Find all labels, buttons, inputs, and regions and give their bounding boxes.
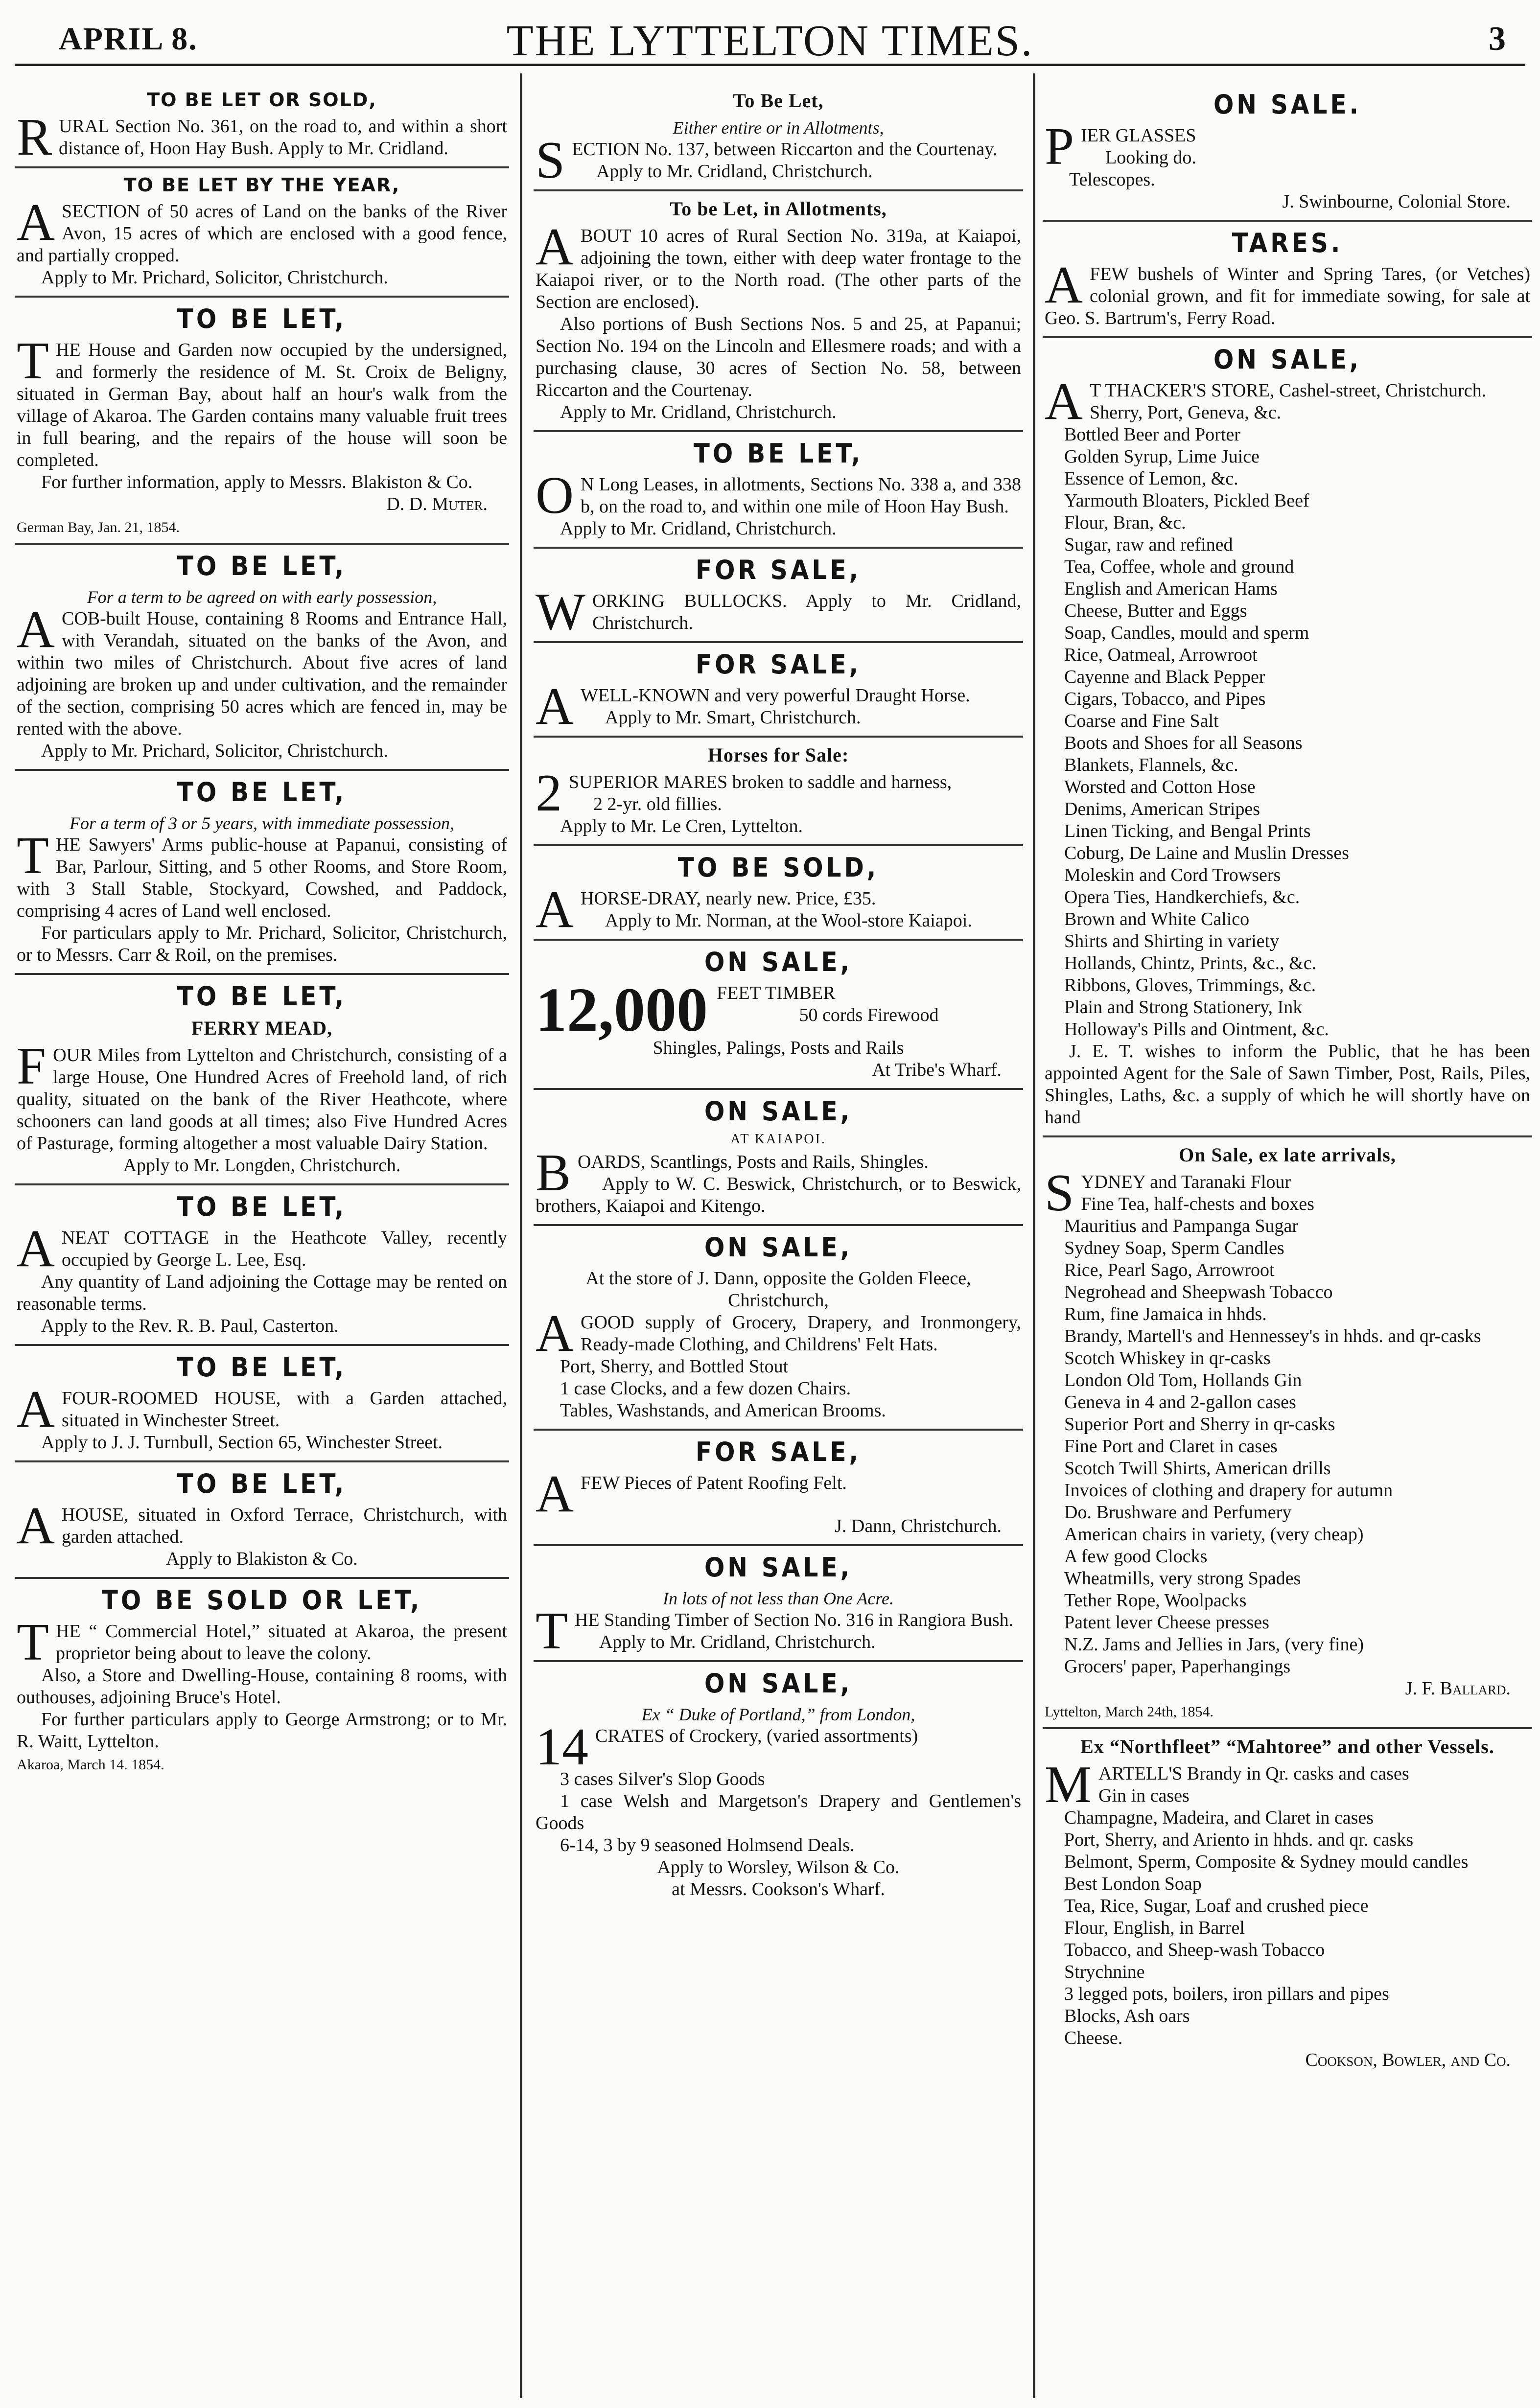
list-item: A few good Clocks	[1064, 1546, 1208, 1567]
ad-heading: ON SALE,	[704, 1668, 853, 1699]
ad-heading: TO BE LET OR SOLD,	[147, 89, 377, 111]
ad-subheading: FERRY MEAD,	[191, 1017, 333, 1039]
ad-boards-kaiapoi	[534, 1090, 1023, 1226]
list-item: Soap, Candles, mould and sperm	[1064, 623, 1309, 643]
list-item: Invoices of clothing and drapery for autumn	[1064, 1480, 1393, 1501]
ad-text: Apply to Mr. Cridland, Christchurch.	[599, 1632, 876, 1652]
drop-cap: A	[17, 1220, 55, 1278]
list-item: Linen Ticking, and Bengal Prints	[1064, 821, 1311, 841]
list-item: Boots and Shoes for all Seasons	[1064, 733, 1303, 753]
ad-heading: FOR SALE,	[695, 1436, 861, 1467]
ad-ferry-mead	[15, 975, 509, 1185]
ad-heading: TO BE LET BY THE YEAR,	[123, 174, 400, 196]
list-item: Rice, Pearl Sago, Arrowroot	[1064, 1260, 1275, 1280]
drop-cap: A	[536, 880, 574, 939]
ad-to-be-let-or-sold	[15, 83, 509, 168]
ad-text: HORSE-DRAY, nearly new. Price, £35.	[581, 888, 876, 909]
ad-text: ARTELL'S Brandy in Qr. casks and cases	[1098, 1763, 1409, 1784]
ad-heading: ON SALE,	[704, 947, 853, 977]
ad-text: Also, a Store and Dwelling-House, containing 8 rooms, with outhouses, adjoining Bruce's Hotel.	[17, 1665, 507, 1708]
ad-cob-house	[15, 545, 509, 771]
column-3	[1043, 83, 1532, 2398]
list-item: Sydney Soap, Sperm Candles	[1064, 1238, 1284, 1258]
ad-heading: TO BE LET,	[177, 981, 347, 1012]
ad-heading: TO BE LET,	[177, 303, 347, 334]
drop-cap: A	[17, 1497, 55, 1555]
ad-subheading: Either entire or in Allotments,	[673, 118, 884, 138]
ad-heading: TO BE LET,	[177, 551, 347, 581]
list-item: Tea, Coffee, whole and ground	[1064, 556, 1294, 577]
drop-cap: W	[536, 583, 585, 641]
masthead	[15, 5, 1525, 66]
list-item: Gin in cases	[1098, 1785, 1190, 1806]
ad-text: 50 cords Firewood	[799, 1005, 939, 1025]
ad-text: Apply to Mr. Le Cren, Lyttelton.	[560, 816, 803, 836]
ad-subheading: In lots of not less than One Acre.	[663, 1589, 894, 1608]
ad-to-be-let-by-year	[15, 168, 509, 298]
ad-text: FEW Pieces of Patent Roofing Felt.	[581, 1473, 847, 1493]
ad-text: Apply to W. C. Beswick, Christchurch, or to Beswick, brothers, Kaiapoi and Kitengo.	[536, 1174, 1021, 1216]
list-item: Negrohead and Sheepwash Tobacco	[1064, 1282, 1333, 1302]
ad-pier-glasses	[1043, 83, 1532, 222]
ad-text: J. E. T. wishes to inform the Public, that he has been appointed Agent for the Sale of Sawn Timber, Post, Rails, Piles, Shingles, Laths, &c. a supply of which he will shortly have on hand	[1045, 1041, 1530, 1128]
ad-heading: FOR SALE,	[695, 649, 861, 680]
ad-text: Apply to Mr. Prichard, Solicitor, Christchurch.	[41, 267, 388, 288]
list-item: English and American Hams	[1064, 579, 1278, 599]
ad-signature: Cookson, Bowler, and Co.	[1305, 2050, 1511, 2070]
list-item: Tobacco, and Sheep-wash Tobacco	[1064, 1940, 1325, 1960]
goods-list	[1045, 1193, 1530, 1678]
ad-text: OUR Miles from Lyttelton and Christchurch, consisting of a large House, One Hundred Acres of Freehold land, of rich quality, situated on the bank of the River Heathcote, where schooners can land goods at all times; also Five Hundred Acres of Pasturage, forming altogether a most valuable Dairy Station.	[17, 1045, 507, 1154]
ad-text: Apply to Mr. Cridland, Christchurch.	[560, 402, 837, 422]
ad-sawyers-arms	[15, 771, 509, 975]
ad-signature: J. Dann, Christchurch.	[835, 1516, 1002, 1536]
ad-text: For further information, apply to Messrs. Blakiston & Co.	[41, 472, 473, 492]
drop-cap: P	[1045, 117, 1074, 176]
ad-text: FEW bushels of Winter and Spring Tares, (or Vetches) colonial grown, and fit for immediate sowing, for sale at Geo. S. Bartrum's, Ferry Road.	[1045, 264, 1530, 328]
list-item: Cheese.	[1064, 2028, 1123, 2048]
ad-neat-cottage	[15, 1185, 509, 1346]
ad-text: URAL Section No. 361, on the road to, and within a short distance of, Hoon Hay Bush. Apply to Mr. Cridland.	[59, 116, 507, 159]
ad-roofing-felt	[534, 1431, 1023, 1546]
large-number: 12,000	[536, 975, 708, 1044]
ad-text: Apply to Worsley, Wilson & Co.	[657, 1857, 900, 1877]
drop-cap: B	[536, 1144, 571, 1202]
ad-heading: TO BE LET,	[693, 438, 863, 469]
ad-text: WELL-KNOWN and very powerful Draught Horse.	[581, 685, 970, 706]
ad-subheading: For a term of 3 or 5 years, with immediate possession,	[70, 813, 454, 833]
ad-text: Apply to Mr. Cridland, Christchurch.	[560, 518, 837, 539]
ad-text: Looking do.	[1105, 147, 1196, 168]
drop-cap: T	[17, 827, 49, 885]
goods-list	[1045, 402, 1530, 1041]
ad-heading: TO BE SOLD OR LET,	[101, 1585, 422, 1616]
ad-text: Telescopes.	[1069, 169, 1155, 190]
ad-text: ECTION No. 137, between Riccarton and the Courtenay.	[572, 139, 998, 160]
ad-text: GOOD supply of Grocery, Drapery, and Ironmongery, Ready-made Clothing, and Childrens' Felt Hats.	[581, 1312, 1021, 1355]
drop-cap: R	[17, 108, 52, 166]
list-item: Denims, American Stripes	[1064, 799, 1260, 819]
drop-cap: T	[17, 332, 49, 390]
drop-cap: A	[536, 218, 574, 276]
ad-heading: ON SALE.	[1213, 89, 1362, 120]
ad-heading: TO BE LET,	[177, 1352, 347, 1383]
ad-text: COB-built House, containing 8 Rooms and Entrance Hall, with Verandah, situated on the banks of the Avon, and within two miles of Christchurch. About five acres of land adjoining are broken up and under cultivation, and the remainder of the section, comprising 50 acres which are fenced in, may be rented with the above.	[17, 608, 507, 739]
list-item: Fine Tea, half-chests and boxes	[1081, 1194, 1314, 1214]
ad-text: YDNEY and Taranaki Flour	[1081, 1172, 1291, 1192]
ad-signature: J. F. Ballard.	[1405, 1678, 1511, 1699]
ad-text: HE “ Commercial Hotel,” situated at Akaroa, the present proprietor being about to leave the colony.	[55, 1621, 507, 1664]
ad-text: 1 case Clocks, and a few dozen Chairs.	[560, 1378, 851, 1399]
column-1	[15, 83, 509, 2398]
list-item: Worsted and Cotton Hose	[1064, 777, 1256, 797]
ad-text: ORKING BULLOCKS. Apply to Mr. Cridland, Christchurch.	[592, 591, 1021, 633]
list-item: Tea, Rice, Sugar, Loaf and crushed piece	[1064, 1896, 1369, 1916]
list-item: Strychnine	[1064, 1962, 1145, 1982]
ad-text: T THACKER'S STORE, Cashel-street, Christchurch.	[1090, 380, 1487, 401]
list-item: Champagne, Madeira, and Claret in cases	[1064, 1807, 1374, 1828]
ad-text: HE House and Garden now occupied by the undersigned, and formerly the residence of M. St. Croix de Beligny, situated in German Bay, about half an hour's walk from the village of Akaroa. The Garden contains many valuable fruit trees in full bearing, and the repairs of the house will soon be completed.	[17, 340, 507, 470]
list-item: Scotch Twill Shirts, American drills	[1064, 1458, 1331, 1479]
ad-text: IER GLASSES	[1081, 125, 1196, 146]
list-item: Coburg, De Laine and Muslin Dresses	[1064, 843, 1349, 863]
ad-text: At the store of J. Dann, opposite the Golden Fleece, Christchurch,	[585, 1268, 971, 1311]
ad-text: 3 cases Silver's Slop Goods	[560, 1769, 765, 1789]
list-item: Cayenne and Black Pepper	[1064, 667, 1265, 687]
ad-subheading: Ex “ Duke of Portland,” from London,	[641, 1705, 915, 1724]
ad-horses-for-sale	[534, 738, 1023, 846]
goods-list	[1045, 1785, 1530, 2049]
list-item: Tether Rope, Woolpacks	[1064, 1590, 1247, 1611]
list-item: Essence of Lemon, &c.	[1064, 468, 1238, 489]
list-item: Cheese, Butter and Eggs	[1064, 601, 1247, 621]
list-item: Rice, Oatmeal, Arrowroot	[1064, 645, 1258, 665]
list-item: Sherry, Port, Geneva, &c.	[1090, 402, 1282, 423]
ad-text: SECTION of 50 acres of Land on the banks of the River Avon, 15 acres of which are enclosed with a good fence, and partially cropped.	[17, 201, 507, 266]
ad-text: Any quantity of Land adjoining the Cottage may be rented on reasonable terms.	[17, 1272, 507, 1314]
list-item: Rum, fine Jamaica in hhds.	[1064, 1304, 1267, 1324]
drop-cap: A	[17, 1380, 55, 1438]
drop-cap: F	[17, 1037, 47, 1095]
drop-cap: A	[1045, 256, 1083, 314]
drop-cap: S	[1045, 1164, 1074, 1222]
list-item: Opera Ties, Handkerchiefs, &c.	[1064, 887, 1300, 907]
ad-heading: To Be Let,	[733, 90, 824, 112]
ad-text: Apply to Blakiston & Co.	[166, 1549, 358, 1569]
newspaper-title: THE LYTTELTON TIMES.	[506, 17, 1034, 65]
ad-text: Apply to Mr. Cridland, Christchurch.	[596, 161, 873, 182]
ad-four-roomed-house	[15, 1346, 509, 1462]
ad-dateline: German Bay, Jan. 21, 1854.	[17, 519, 180, 535]
list-item: Holloway's Pills and Ointment, &c.	[1064, 1019, 1329, 1040]
drop-cap: O	[536, 466, 574, 525]
list-item: Brandy, Martell's and Hennessey's in hhds. and qr-casks	[1064, 1326, 1481, 1346]
column-2	[534, 83, 1023, 2398]
ad-text: At Tribe's Wharf.	[872, 1060, 1002, 1080]
ad-heading: ON SALE,	[704, 1552, 853, 1583]
ad-horse-dray	[534, 846, 1023, 941]
ad-thackers-store	[1043, 338, 1532, 1137]
column-rule	[1033, 73, 1035, 2398]
ad-text: HE Sawyers' Arms public-house at Papanui, consisting of Bar, Parlour, Sitting, and 5 other Rooms, and Store Room, with 3 Stall Stable, Stockyard, Cowshed, and Paddock, comprising 4 acres of Land well enclosed.	[17, 834, 507, 921]
ad-text: 6-14, 3 by 9 seasoned Holmsend Deals.	[560, 1835, 855, 1855]
list-item: Brown and White Calico	[1064, 909, 1250, 929]
ad-crockery	[534, 1662, 1023, 1907]
list-item: Superior Port and Sherry in qr-casks	[1064, 1414, 1335, 1435]
list-item: Flour, Bran, &c.	[1064, 512, 1186, 533]
list-item: Bottled Beer and Porter	[1064, 424, 1240, 445]
ad-text: BOUT 10 acres of Rural Section No. 319a, at Kaiapoi, adjoining the town, either with deep water frontage to the Kaiapoi river, or to the North road. (The other parts of the Section are enclosed).	[536, 226, 1021, 312]
ad-commercial-hotel	[15, 1579, 509, 1780]
list-item: Ribbons, Gloves, Trimmings, &c.	[1064, 975, 1316, 996]
list-item: Blocks, Ash oars	[1064, 2006, 1190, 2026]
ad-heading: TARES.	[1232, 228, 1343, 258]
ad-text: Apply to J. J. Turnbull, Section 65, Winchester Street.	[41, 1432, 443, 1453]
ad-text: For further particulars apply to George Armstrong; or to Mr. R. Waitt, Lyttelton.	[17, 1709, 507, 1752]
ad-text: HE Standing Timber of Section No. 316 in Rangiora Bush.	[574, 1610, 1014, 1630]
list-item: Blankets, Flannels, &c.	[1064, 755, 1238, 775]
drop-cap: A	[536, 677, 574, 736]
ad-text: 1 case Welsh and Margetson's Drapery and Gentlemen's Goods	[536, 1791, 1021, 1833]
list-item: Scotch Whiskey in qr-casks	[1064, 1348, 1271, 1368]
ad-text: NEAT COTTAGE in the Heathcote Valley, recently occupied by George L. Lee, Esq.	[62, 1227, 507, 1270]
drop-cap: A	[536, 1465, 574, 1523]
ad-text: Shingles, Palings, Posts and Rails	[653, 1038, 904, 1058]
list-item: Best London Soap	[1064, 1874, 1202, 1894]
list-item: Plain and Strong Stationery, Ink	[1064, 997, 1303, 1018]
ad-text: Apply to Mr. Prichard, Solicitor, Christchurch.	[41, 741, 388, 761]
ad-heading: ON SALE,	[704, 1232, 853, 1263]
drop-cap: T	[17, 1613, 49, 1671]
drop-cap: A	[536, 1304, 574, 1363]
drop-cap: S	[536, 131, 565, 189]
list-item: Golden Syrup, Lime Juice	[1064, 446, 1260, 467]
ad-heading: TO BE LET,	[177, 1468, 347, 1499]
ad-german-bay-house	[15, 298, 509, 545]
list-item: Mauritius and Pampanga Sugar	[1064, 1216, 1299, 1236]
column-rule	[520, 73, 522, 2398]
ad-heading: On Sale, ex late arrivals,	[1179, 1144, 1396, 1166]
list-item: Port, Sherry, and Ariento in hhds. and qr. casks	[1064, 1829, 1414, 1850]
list-item: N.Z. Jams and Jellies in Jars, (very fine)	[1064, 1634, 1364, 1655]
ad-text: Port, Sherry, and Bottled Stout	[560, 1356, 789, 1377]
ad-heading: TO BE SOLD,	[677, 852, 879, 883]
issue-date: APRIL 8.	[59, 21, 198, 57]
ad-working-bullocks	[534, 549, 1023, 643]
ad-oxford-terrace-house	[15, 1462, 509, 1579]
list-item: Flour, English, in Barrel	[1064, 1918, 1245, 1938]
drop-cap: 14	[536, 1718, 588, 1776]
list-item: Patent lever Cheese presses	[1064, 1612, 1269, 1633]
ad-text: Tables, Washstands, and American Brooms.	[560, 1400, 886, 1421]
list-item: Fine Port and Claret in cases	[1064, 1436, 1278, 1457]
ad-heading: Horses for Sale:	[707, 744, 849, 766]
ad-text: Also portions of Bush Sections Nos. 5 and 25, at Papanui; Section No. 194 on the Lincoln and Ellesmere roads; and with a purchasing clause, 30 acres of Section No. 58, between Riccarton and the Courtenay.	[536, 314, 1021, 400]
ad-tares	[1043, 222, 1532, 338]
ad-text: FEET TIMBER	[717, 983, 836, 1003]
ad-heading: TO BE LET,	[177, 1191, 347, 1222]
list-item: Cigars, Tobacco, and Pipes	[1064, 689, 1266, 709]
ad-text: CRATES of Crockery, (varied assortments)	[595, 1726, 918, 1746]
list-item: Geneva in 4 and 2-gallon cases	[1064, 1392, 1296, 1412]
ad-text: Apply to Mr. Longden, Christchurch.	[123, 1155, 401, 1176]
list-item: Yarmouth Bloaters, Pickled Beef	[1064, 490, 1309, 511]
list-item: Shirts and Shirting in variety	[1064, 931, 1280, 951]
page-number: 3	[1489, 20, 1506, 58]
ad-heading: TO BE LET,	[177, 777, 347, 808]
list-item: Coarse and Fine Salt	[1064, 711, 1219, 731]
list-item: American chairs in variety, (very cheap)	[1064, 1524, 1364, 1545]
list-item: Belmont, Sperm, Composite & Sydney mould candles	[1064, 1852, 1469, 1872]
ad-text: Apply to the Rev. R. B. Paul, Casterton.	[41, 1316, 339, 1336]
ad-text: FOUR-ROOMED HOUSE, with a Garden attached, situated in Winchester Street.	[62, 1388, 507, 1431]
ad-text: N Long Leases, in allotments, Sections No. 338 a, and 338 b, on the road to, and within one mile of Hoon Hay Bush.	[581, 474, 1021, 517]
ad-long-leases	[534, 432, 1023, 549]
drop-cap: T	[536, 1602, 568, 1660]
list-item: Grocers' paper, Paperhangings	[1064, 1656, 1291, 1677]
ad-text: at Messrs. Cookson's Wharf.	[672, 1879, 885, 1899]
ad-late-arrivals	[1043, 1137, 1532, 1729]
ad-draught-horse	[534, 643, 1023, 738]
drop-cap: A	[17, 193, 55, 252]
ad-text: For particulars apply to Mr. Prichard, Solicitor, Christchurch, or to Messrs. Carr & Roil, on the premises.	[17, 923, 507, 965]
ad-text: 2 2-yr. old fillies.	[593, 794, 722, 814]
list-item: Wheatmills, very strong Spades	[1064, 1568, 1301, 1589]
ad-subheading: For a term to be agreed on with early possession,	[87, 587, 437, 607]
drop-cap: M	[1045, 1756, 1092, 1814]
ad-signature: D. D. Muter.	[386, 494, 488, 514]
ad-feet-timber	[534, 941, 1023, 1090]
ad-section-137	[534, 83, 1023, 191]
ad-heading: To be Let, in Allotments,	[670, 198, 887, 220]
ad-text: Apply to Mr. Smart, Christchurch.	[605, 707, 861, 728]
ad-text: Apply to Mr. Norman, at the Wool-store Kaiapoi.	[605, 910, 972, 931]
ad-heading: ON SALE,	[704, 1096, 853, 1127]
ad-dann-store	[534, 1226, 1023, 1431]
ad-text: OARDS, Scantlings, Posts and Rails, Shingles.	[578, 1152, 929, 1172]
list-item: 3 legged pots, boilers, iron pillars and pipes	[1064, 1984, 1389, 2004]
drop-cap: A	[17, 601, 55, 659]
drop-cap: 2	[536, 764, 562, 822]
drop-cap: A	[1045, 372, 1083, 431]
list-item: Sugar, raw and refined	[1064, 534, 1233, 555]
ad-heading: Ex “Northfleet” “Mahtoree” and other Vessels.	[1080, 1736, 1494, 1758]
ad-subheading: AT KAIAPOI.	[730, 1132, 826, 1147]
ad-heading: ON SALE,	[1213, 344, 1362, 375]
list-item: London Old Tom, Hollands Gin	[1064, 1370, 1302, 1390]
ad-heading: FOR SALE,	[695, 555, 861, 585]
ad-northfleet-vessels	[1043, 1729, 1532, 2078]
ad-dateline: Lyttelton, March 24th, 1854.	[1045, 1704, 1213, 1720]
list-item: Moleskin and Cord Trowsers	[1064, 865, 1281, 885]
ad-text: HOUSE, situated in Oxford Terrace, Christchurch, with garden attached.	[62, 1505, 507, 1547]
list-item: Do. Brushware and Perfumery	[1064, 1502, 1292, 1523]
ad-allotments-kaiapoi	[534, 191, 1023, 432]
ad-standing-timber	[534, 1546, 1023, 1662]
ad-text: SUPERIOR MARES broken to saddle and harness,	[569, 772, 952, 792]
ad-signature: J. Swinbourne, Colonial Store.	[1282, 191, 1511, 212]
ad-dateline: Akaroa, March 14. 1854.	[17, 1757, 164, 1773]
list-item: Hollands, Chintz, Prints, &c., &c.	[1064, 953, 1317, 973]
